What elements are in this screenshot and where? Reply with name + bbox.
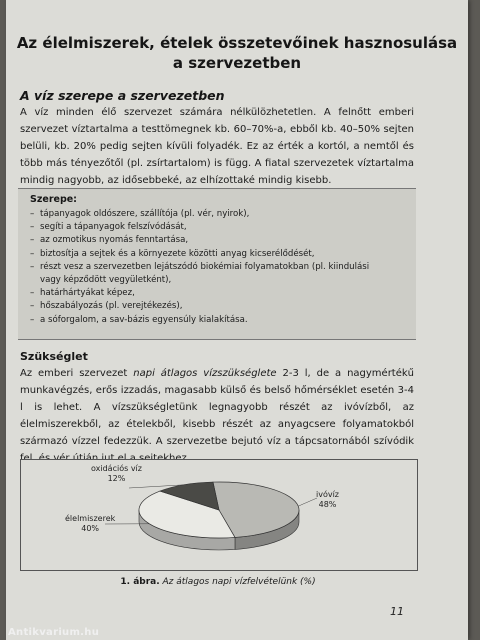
list-item: – a sóforgalom, a sav-bázis egyensúly kialakítása. [30, 314, 248, 325]
list-item: – részt vesz a szervezetben lejátszódó biokémiai folyamatokban (pl. kiindulási [30, 261, 370, 272]
role-box [18, 188, 416, 340]
slice-label-drinking-water: ivóvíz 48% [316, 490, 340, 509]
list-item: – határhártyákat képez, [30, 288, 135, 299]
role-box-title: Szerepe: [30, 194, 77, 205]
figure-caption: 1. ábra. Az átlagos napi vízfelvételünk (%) [120, 577, 316, 587]
intro-paragraph: A víz minden élő szervezet számára nélkülözhetetlen. A felnőtt emberi szervezet víztartalma a testtömegnek kb. 60–70%-a, ebből kb. 40–50% sejten belüli, kb. 20% pedig sejten kívüli folyadék. Ez az érték a kortól, a nemtől és több más tényezőtől (pl. zsírtartalom) is függ. A fiatal szervezetek víztartalma mindig nagyobb, az idősebbeké, az elhízottaké mindig kisebb. [20, 107, 414, 186]
subsection-title: Szükséglet [20, 350, 88, 363]
watermark: Antikvarium.hu [8, 627, 100, 638]
title-line-2: a szervezetben [172, 54, 302, 72]
page-number: 11 [390, 605, 404, 618]
list-item-continuation: vagy képződött vegyületként), [40, 275, 172, 286]
list-item: – biztosítja a sejtek és a környezete közötti anyag kicserélődését, [30, 248, 315, 259]
need-paragraph: Az emberi szervezet napi átlagos vízszükséglete 2-3 l, de a nagymértékű munkavégzés, erős izzadás, magasabb külső és belső hőmérséklet esetén 3-4 l is lehet. A vízszükségletünk legnagyobb részét az ivóvízből, az élelmiszerekből, az ételekből, kisebb részét az anyagcsere folyamatokból származó vízzel fedezzük. A szervezetbe bejutó víz a tápcsatornából szívódik [20, 368, 415, 447]
leader-drinking-water [298, 498, 317, 506]
slice-label-food: élelmiszerek 40% [65, 514, 116, 533]
page-title [16, 33, 458, 73]
list-item: – az ozmotikus nyomás fenntartása, [30, 235, 189, 246]
book-page [6, 0, 468, 640]
list-item: – segíti a tápanyagok felszívódását, [30, 222, 187, 233]
section-title: A víz szerepe a szervezetben [20, 88, 225, 103]
slice-label-oxidation: oxidációs víz 12% [91, 464, 142, 483]
role-list [30, 208, 406, 327]
title-line-1: Az élelmiszerek, ételek összetevőinek hasznosulása [16, 34, 458, 52]
list-item: – hőszabályozás (pl. verejtékezés), [30, 301, 183, 312]
pie-chart-figure [20, 459, 418, 571]
list-item: – tápanyagok oldószere, szállítója (pl. vér, nyirok), [30, 209, 250, 219]
